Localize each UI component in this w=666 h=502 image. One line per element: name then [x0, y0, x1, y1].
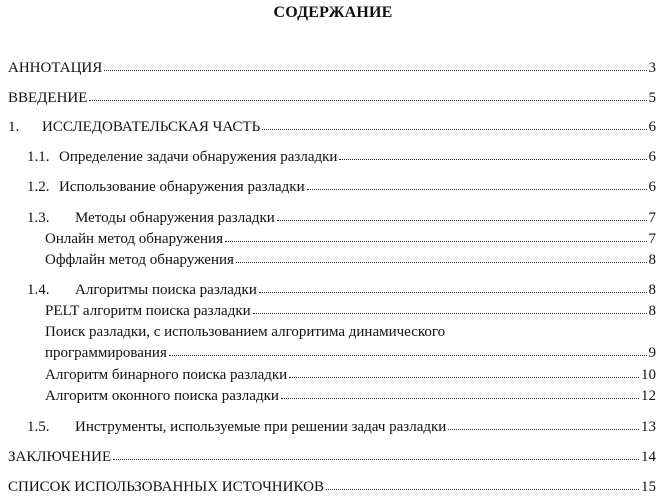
- toc-entry: [8, 478, 656, 496]
- toc-page-number: 6: [648, 149, 656, 165]
- toc-leader-dots: [259, 282, 647, 294]
- toc-leader-dots: [277, 210, 647, 222]
- toc-entry-label: Онлайн метод обнаружения: [45, 231, 223, 247]
- toc-page-number: 9: [648, 345, 656, 361]
- toc-entry-label: ЗАКЛЮЧЕНИЕ: [8, 449, 112, 465]
- toc-entry-number: 1.5.: [27, 419, 50, 435]
- toc-leader-dots: [104, 60, 646, 72]
- toc-leader-dots: [289, 367, 639, 379]
- toc-entry: [45, 344, 656, 362]
- toc-page-number: 12: [641, 388, 656, 404]
- toc-entry: [27, 148, 656, 166]
- toc-leader-dots: [281, 388, 639, 400]
- toc-entry-label: Методы обнаружения разладки: [75, 210, 275, 226]
- toc-entry-label: Поиск разладки, с использованием алгоритима динамического: [45, 324, 446, 340]
- toc-page-number: 10: [641, 367, 656, 383]
- toc-entry: [8, 118, 656, 136]
- toc-page-number: 15: [641, 479, 656, 495]
- toc-leader-dots: [169, 345, 647, 357]
- toc-entry-number: 1.2.: [27, 179, 50, 195]
- toc-leader-dots: [326, 479, 639, 491]
- toc-leader-dots: [448, 419, 639, 431]
- toc-entry: [27, 281, 656, 299]
- toc-page-number: 8: [648, 303, 656, 319]
- toc-entry: [45, 387, 656, 405]
- toc-entry: [8, 448, 656, 466]
- toc-entry-label: Инструменты, используемые при решении задач разладки: [75, 419, 447, 435]
- toc-entry-number: 1.: [8, 119, 20, 135]
- toc-page-number: 8: [648, 252, 656, 268]
- toc-entry: [45, 251, 656, 269]
- toc-leader-dots: [253, 303, 647, 315]
- toc-entry-label: АННОТАЦИЯ: [8, 60, 103, 76]
- toc-entry-label: ИССЛЕДОВАТЕЛЬСКАЯ ЧАСТЬ: [42, 119, 261, 135]
- toc-entry-number: 1.3.: [27, 210, 50, 226]
- toc-leader-dots: [113, 449, 639, 461]
- toc-entry-label: программирования: [45, 345, 167, 361]
- toc-leader-dots: [262, 119, 646, 131]
- toc-page-number: 6: [648, 179, 656, 195]
- page-title: СОДЕРЖАНИЕ: [273, 4, 393, 21]
- toc-entry-number: 1.4.: [27, 282, 50, 298]
- toc-entry-label: Алгоритм оконного поиска разладки: [45, 388, 279, 404]
- toc-entry: [27, 418, 656, 436]
- toc-page-number: 3: [648, 60, 656, 76]
- toc-leader-dots: [339, 149, 646, 161]
- toc-entry: [45, 230, 656, 248]
- toc-page-number: 6: [648, 119, 656, 135]
- toc-entry: [27, 178, 656, 196]
- toc-page-number: 7: [648, 210, 656, 226]
- toc-entry-label: Определение задачи обнаружения разладки: [59, 149, 338, 165]
- toc-leader-dots: [89, 90, 646, 102]
- toc-page-number: 13: [641, 419, 656, 435]
- toc-entry-number: 1.1.: [27, 149, 50, 165]
- toc-page-number: 8: [648, 282, 656, 298]
- toc-entry-label: ВВЕДЕНИЕ: [8, 90, 88, 106]
- toc-entry-label: PELT алгоритм поиска разладки: [45, 303, 251, 319]
- toc-entry: [45, 302, 656, 320]
- toc-entry-label: Алгоритмы поиска разладки: [75, 282, 257, 298]
- toc-page-number: 5: [648, 90, 656, 106]
- toc-page-number: 7: [648, 231, 656, 247]
- toc-entry-label: Использование обнаружения разладки: [59, 179, 305, 195]
- toc-entry-label: Оффлайн метод обнаружения: [45, 252, 234, 268]
- toc-entry: [8, 59, 656, 77]
- toc-entry: [27, 209, 656, 227]
- toc-entry-label: СПИСОК ИСПОЛЬЗОВАННЫХ ИСТОЧНИКОВ: [8, 479, 324, 495]
- toc-entry: [8, 89, 656, 107]
- toc-entry-label: Алгоритм бинарного поиска разладки: [45, 367, 288, 383]
- toc-leader-dots: [225, 231, 647, 243]
- toc-page-number: 14: [641, 449, 656, 465]
- toc-entry: [45, 366, 656, 384]
- toc-leader-dots: [307, 179, 647, 191]
- toc-leader-dots: [236, 252, 647, 264]
